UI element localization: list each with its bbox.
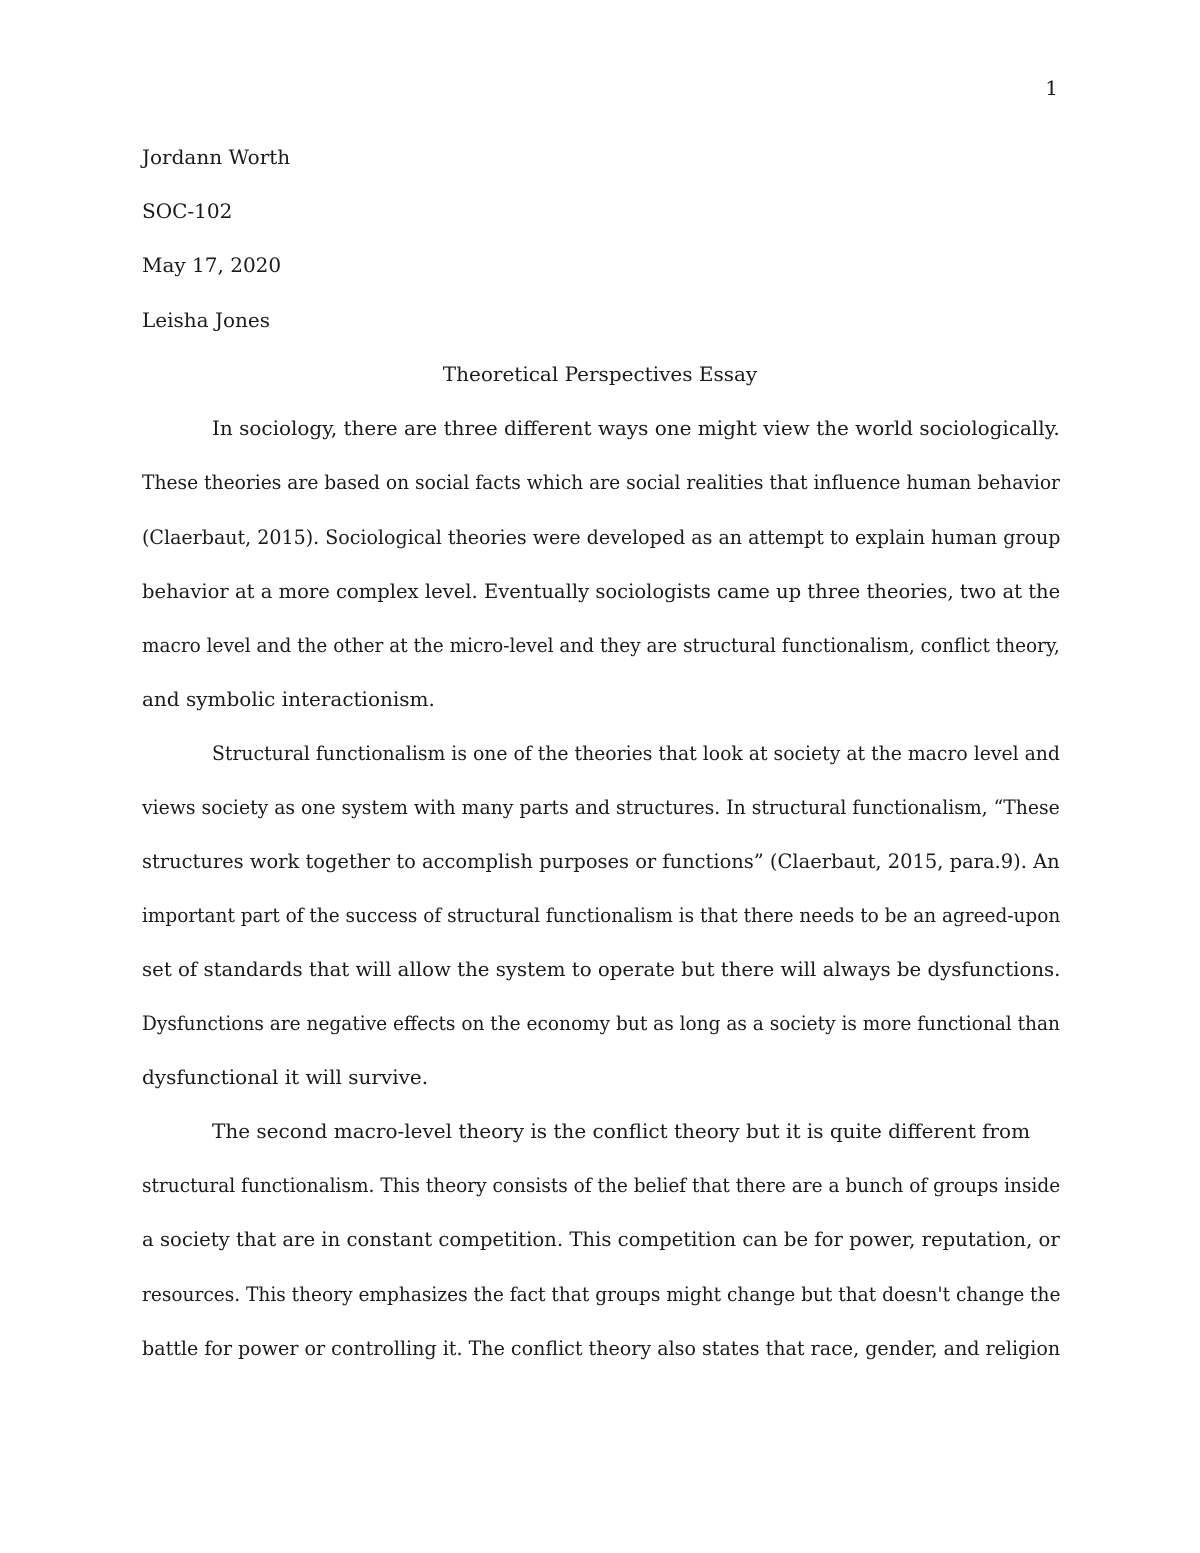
paragraph-1-line: macro level and the other at the micro-level and they are structural functionalism, conflict theory, bbox=[142, 633, 1060, 657]
essay-title: Theoretical Perspectives Essay bbox=[442, 362, 758, 386]
instructor-name: Leisha Jones bbox=[142, 308, 270, 332]
paragraph-3-line: structural functionalism. This theory consists of the belief that there are a bunch of groups inside bbox=[142, 1173, 1061, 1197]
paragraph-1-line: (Claerbaut, 2015). Sociological theories were developed as an attempt to explain human group bbox=[142, 525, 1061, 549]
paragraph-3-line: a society that are in constant competition. This competition can be for power, reputation, or bbox=[142, 1227, 1060, 1251]
paragraph-2-line: important part of the success of structural functionalism is that there needs to be an agreed-upon bbox=[142, 903, 1061, 927]
paragraph-2-line: dysfunctional it will survive. bbox=[142, 1065, 429, 1089]
essay-date: May 17, 2020 bbox=[142, 253, 282, 277]
paragraph-3-line: resources. This theory emphasizes the fact that groups might change but that doesn't change the bbox=[142, 1282, 1061, 1306]
author-name: Jordann Worth bbox=[142, 145, 291, 169]
paragraph-2-line: set of standards that will allow the system to operate but there will always be dysfunctions. bbox=[142, 957, 1061, 981]
paragraph-1-line: behavior at a more complex level. Eventually sociologists came up three theories, two at the bbox=[142, 579, 1061, 603]
paragraph-2-line: Structural functionalism is one of the theories that look at society at the macro level and bbox=[212, 741, 1060, 765]
page-number: 1 bbox=[1045, 76, 1058, 100]
paragraph-1-line: These theories are based on social facts which are social realities that influence human behavior bbox=[142, 470, 1060, 494]
paragraph-1-line: In sociology, there are three different ways one might view the world sociologically. bbox=[212, 416, 1060, 440]
paragraph-3-line: battle for power or controlling it. The conflict theory also states that race, gender, and religion bbox=[142, 1336, 1061, 1360]
paragraph-2-line: Dysfunctions are negative effects on the economy but as long as a society is more functional than bbox=[142, 1011, 1060, 1035]
paragraph-2-line: views society as one system with many parts and structures. In structural functionalism, “These bbox=[142, 795, 1060, 819]
paragraph-3-line: The second macro-level theory is the conflict theory but it is quite different from bbox=[212, 1119, 1031, 1143]
paragraph-1-line: and symbolic interactionism. bbox=[142, 687, 435, 711]
course-code: SOC-102 bbox=[142, 199, 233, 223]
paragraph-2-line: structures work together to accomplish purposes or functions” (Claerbaut, 2015, para.9). An bbox=[142, 849, 1060, 873]
